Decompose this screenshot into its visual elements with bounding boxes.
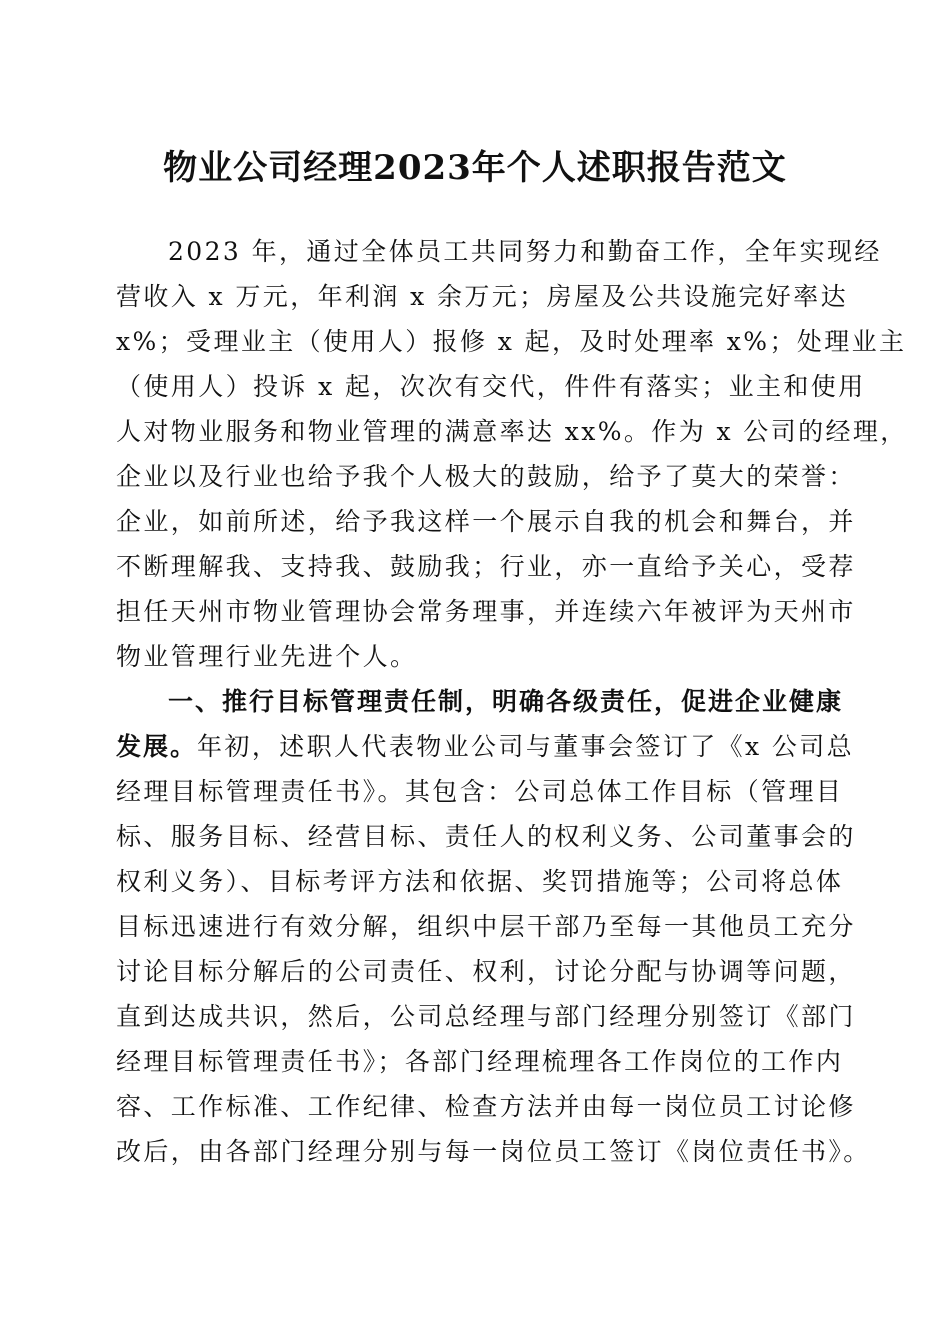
document-title: 物业公司经理2023年个人述职报告范文 — [163, 148, 787, 188]
paragraph-line: 讨论目标分解后的公司责任、权利，讨论分配与协调等问题， — [116, 957, 856, 986]
paragraph-line: 2023 年，通过全体员工共同努力和勤奋工作，全年实现经 — [168, 237, 882, 266]
paragraph-line: 企业，如前所述，给予我这样一个展示自我的机会和舞台，并 — [116, 507, 856, 536]
paragraph-line: 不断理解我、支持我、鼓励我；行业，亦一直给予关心，受荐 — [116, 552, 856, 581]
paragraph-line: （使用人）投诉 x 起，次次有交代，件件有落实；业主和使用 — [116, 372, 866, 401]
paragraph-line: 容、工作标准、工作纪律、检查方法并由每一岗位员工讨论修 — [116, 1092, 856, 1121]
paragraph-line: 人对物业服务和物业管理的满意率达 xx%。作为 x 公司的经理， — [116, 417, 908, 446]
paragraph-line: 直到达成共识，然后，公司总经理与部门经理分别签订《部门 — [116, 1002, 856, 1031]
paragraph-line: 标、服务目标、经营目标、责任人的权利义务、公司董事会的 — [116, 822, 856, 851]
paragraph-line: x%；受理业主（使用人）报修 x 起，及时处理率 x%；处理业主 — [116, 327, 907, 356]
paragraph-line: 改后，由各部门经理分别与每一岗位员工签订《岗位责任书》。 — [116, 1137, 871, 1166]
section-heading: 一、推行目标管理责任制，明确各级责任，促进企业健康 — [168, 687, 844, 716]
section-heading-end: 发展。 — [116, 732, 198, 761]
paragraph-line: 经理目标管理责任书》。其包含：公司总体工作目标（管理目 — [116, 777, 844, 806]
paragraph-line: 权利义务）、目标考评方法和依据、奖罚措施等；公司将总体 — [116, 867, 844, 896]
paragraph-line: 经理目标管理责任书》；各部门经理梳理各工作岗位的工作内 — [116, 1047, 844, 1076]
paragraph-line: 目标迅速进行有效分解，组织中层干部乃至每一其他员工充分 — [116, 912, 856, 941]
paragraph-line: 担任天州市物业管理协会常务理事，并连续六年被评为天州市 — [116, 597, 856, 626]
paragraph-line: 物业管理行业先进个人。 — [116, 642, 418, 671]
section-text-start: 年初，述职人代表物业公司与董事会签订了《x 公司总 — [197, 732, 855, 761]
paragraph-line: 企业以及行业也给予我个人极大的鼓励，给予了莫大的荣誉： — [116, 462, 856, 491]
section-heading-continued — [116, 725, 855, 769]
paragraph-line: 营收入 x 万元，年利润 x 余万元；房屋及公共设施完好率达 — [116, 282, 848, 311]
